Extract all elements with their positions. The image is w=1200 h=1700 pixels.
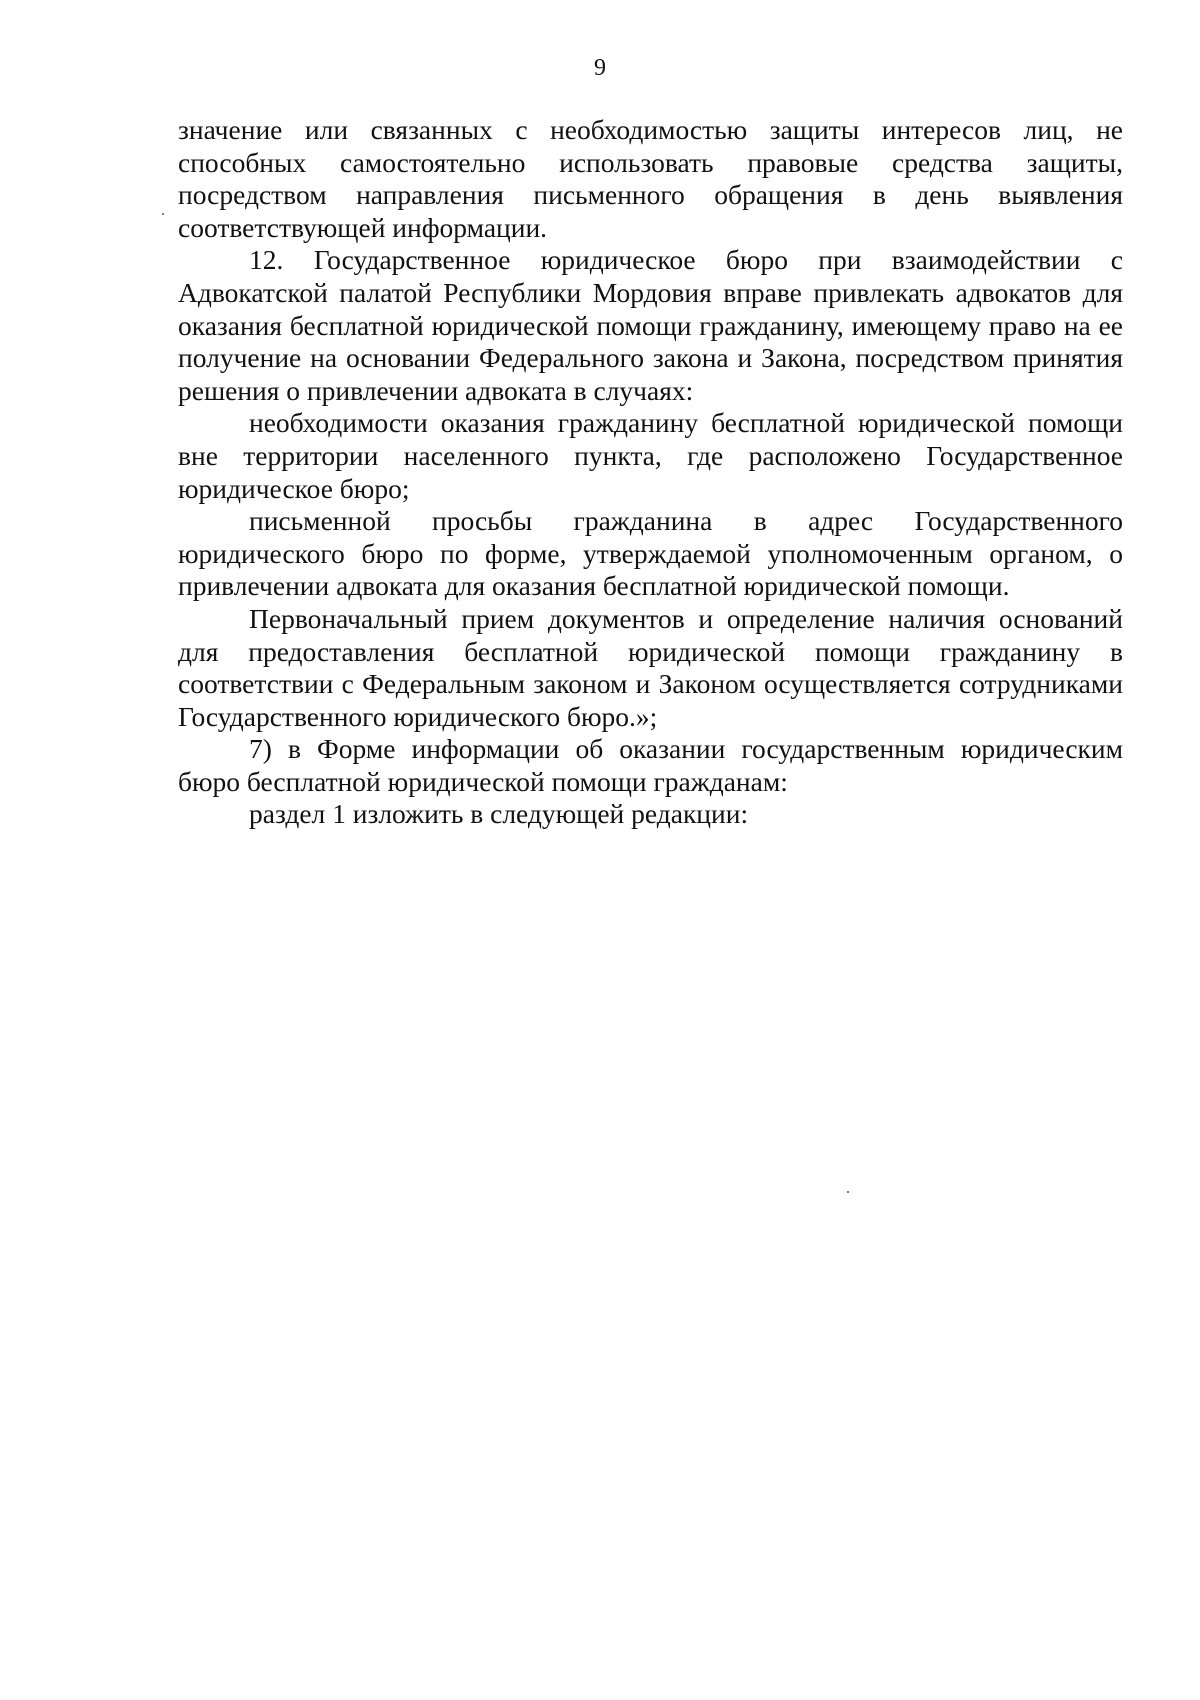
paragraph-continuation: значение или связанных с необходимостью защиты интересов лиц, не способных самостоятельно использовать правовые средства защиты, посредством направления письменного обращения в день выявления соответствующей информации. (178, 114, 1123, 243)
paragraph-item-7: 7) в Форме информации об оказании государственным юридическим бюро бесплатной юридической помощи гражданам: (178, 733, 1123, 797)
scan-speck (162, 213, 164, 215)
page-number: 9 (594, 55, 606, 81)
scan-speck (847, 1191, 849, 1193)
paragraph-case-outside-territory: необходимости оказания гражданину бесплатной юридической помощи вне территории населенного пункта, где расположено Государственное юридическое бюро; (178, 407, 1123, 504)
paragraph-item-12: 12. Государственное юридическое бюро при взаимодействии с Адвокатской палатой Республики Мордовия вправе привлекать адвокатов для оказания бесплатной юридической помощи гражданину, имеющему право на ее получение на основании Федерального закона и Закона, посредством принятия решения о привлечении адвоката в случаях: (178, 244, 1123, 406)
paragraph-section-1: раздел 1 изложить в следующей редакции: (249, 798, 749, 830)
document-body (178, 114, 1123, 831)
paragraph-initial-reception: Первоначальный прием документов и определение наличия оснований для предоставления бесплатной юридической помощи гражданину в соответствии с Федеральным законом и Законом осуществляется сотрудниками Государственного юридического бюро.»; (178, 602, 1123, 732)
paragraph-case-written-request: письменной просьбы гражданина в адрес Государственного юридического бюро по форме, утверждаемой уполномоченным органом, о привлечении адвоката для оказания бесплатной юридической помощи. (178, 505, 1123, 602)
